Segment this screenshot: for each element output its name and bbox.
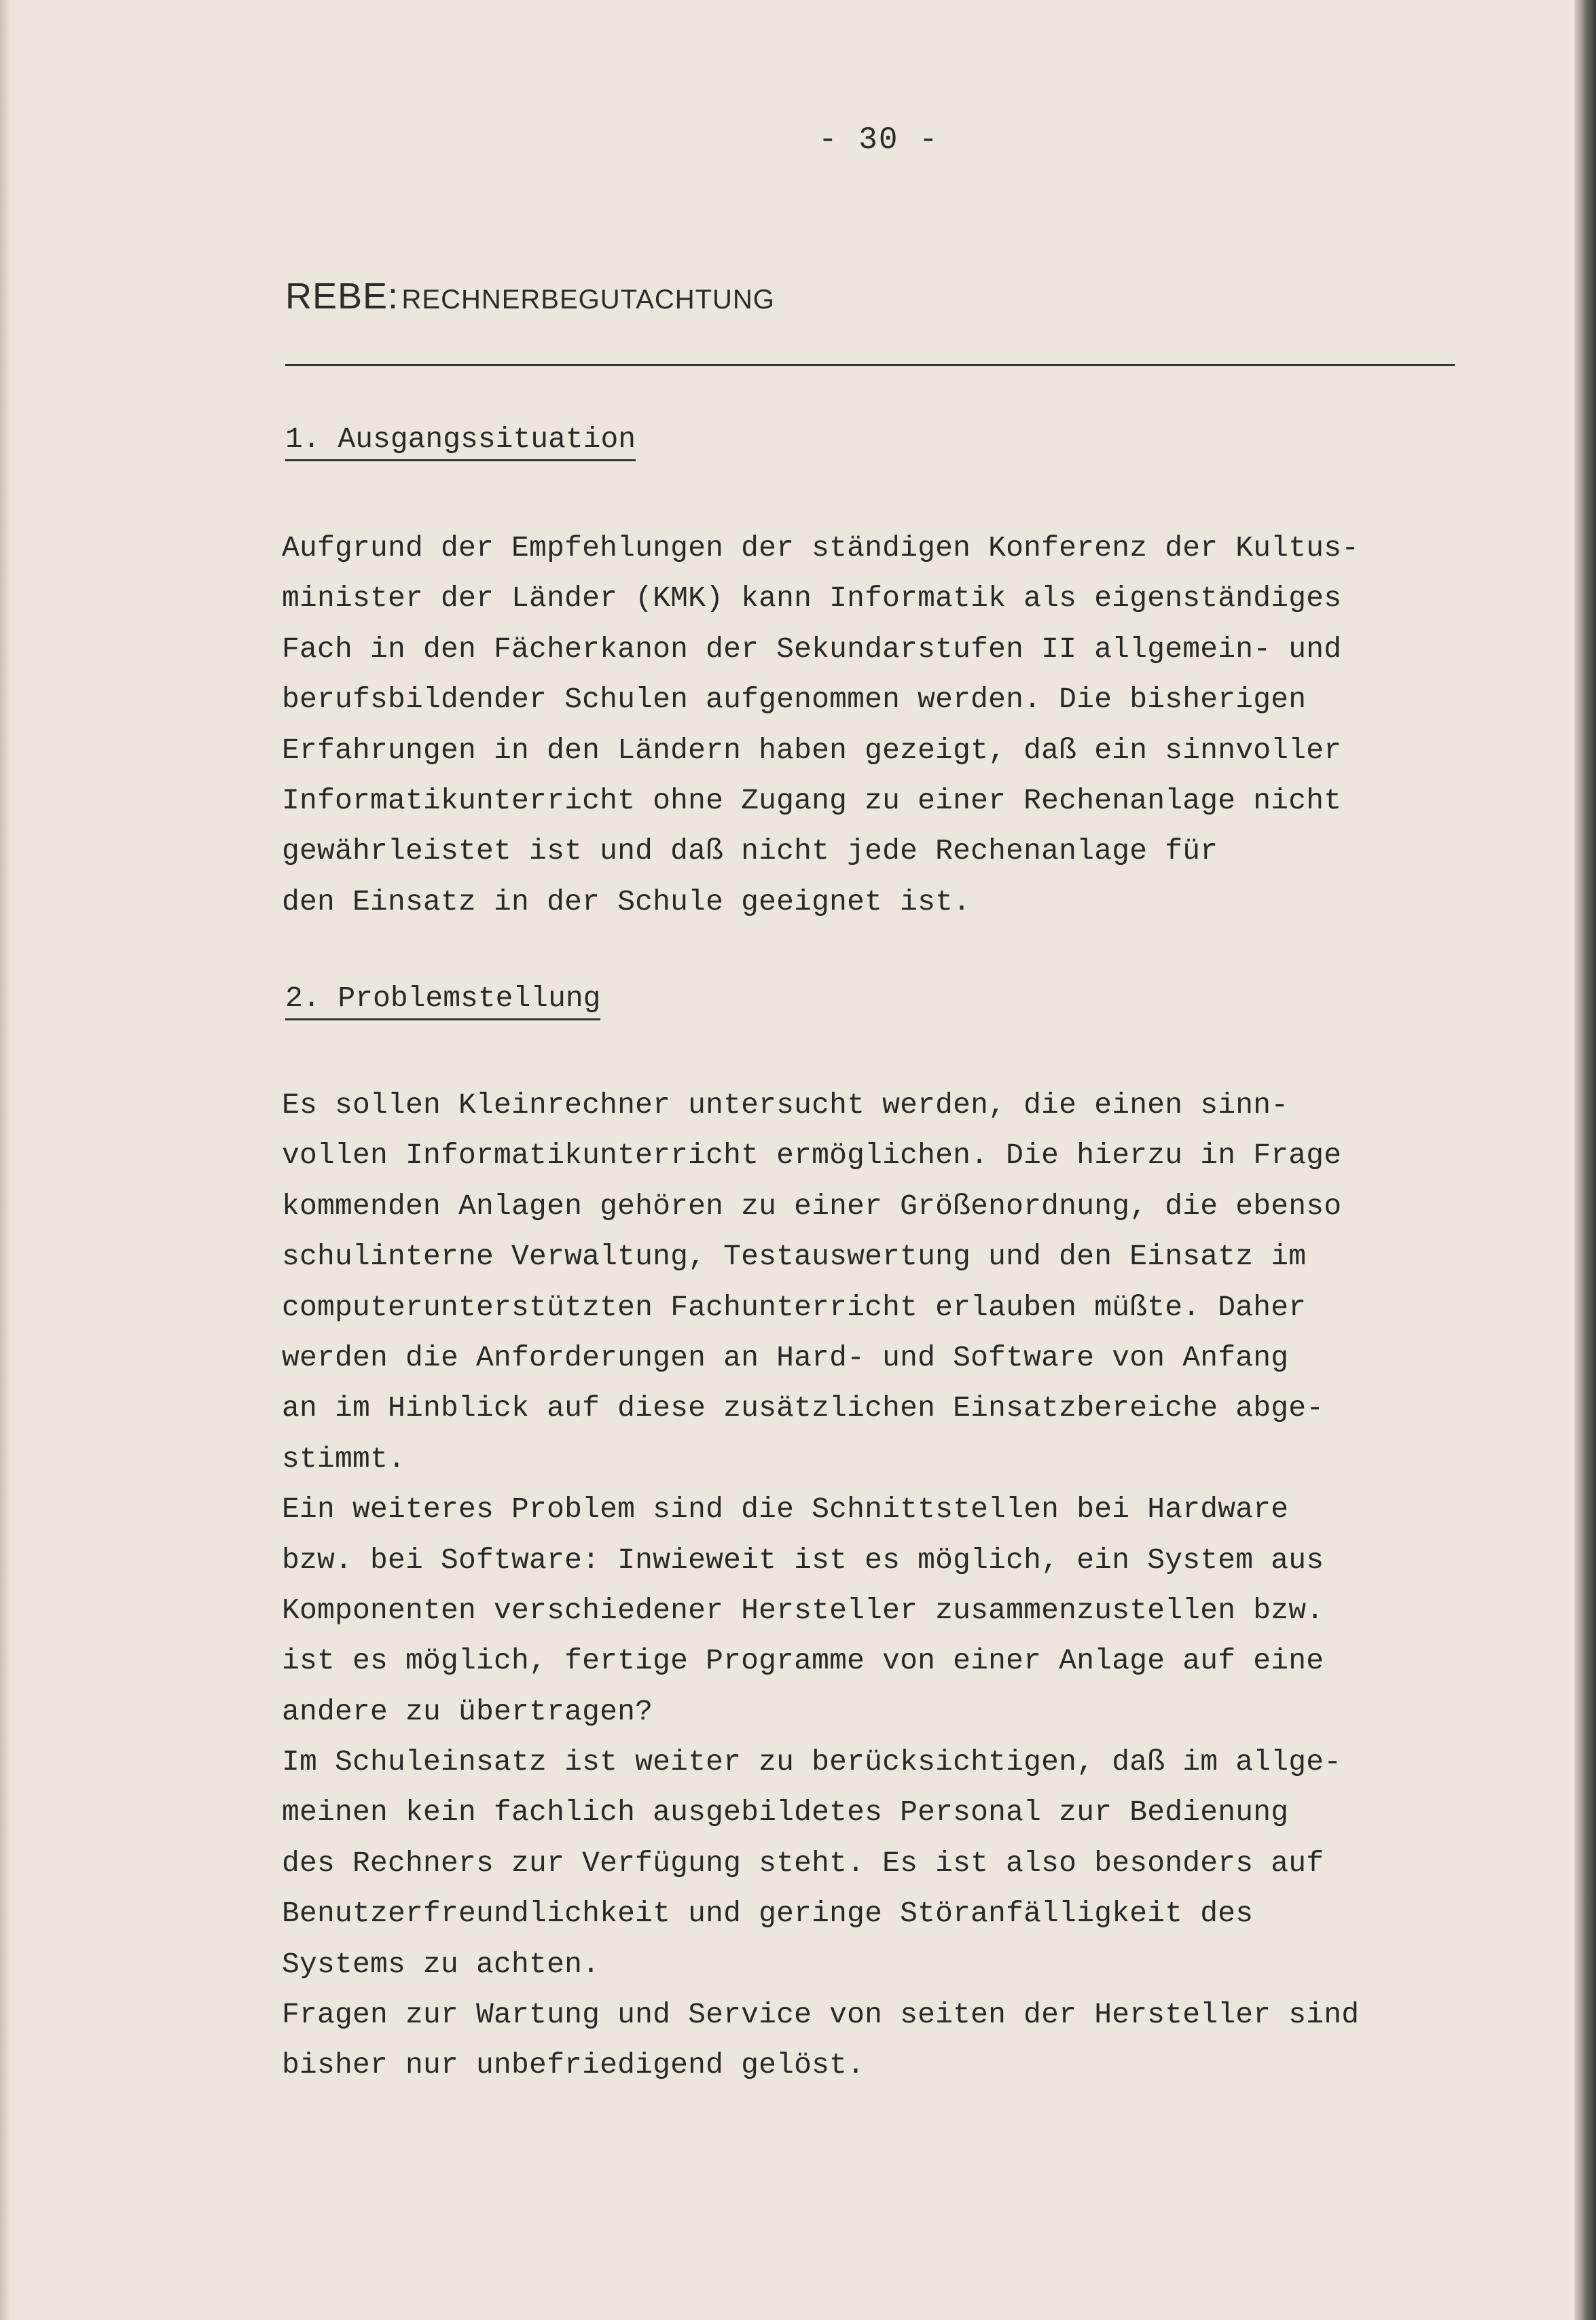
title-underline	[285, 364, 1455, 366]
title-abbreviation: REBE:	[285, 276, 399, 317]
text-line: ist es möglich, fertige Programme von einer Anlage auf eine	[282, 1644, 1324, 1678]
text-line: computerunterstützten Fachunterricht erlauben müßte. Daher	[282, 1290, 1307, 1324]
text-line: meinen kein fachlich ausgebildetes Personal zur Bedienung	[282, 1796, 1289, 1830]
document-title	[285, 275, 775, 317]
page-number: - 30 -	[818, 122, 939, 158]
title-full: RECHNERBEGUTACHTUNG	[401, 285, 775, 315]
text-line: stimmt.	[282, 1442, 406, 1476]
text-line: andere zu übertragen?	[282, 1694, 653, 1728]
text-line: Informatikunterricht ohne Zugang zu einer Rechenanlage nicht	[282, 783, 1342, 817]
text-line: Fragen zur Wartung und Service von seiten der Hersteller sind	[282, 1998, 1360, 2032]
section-heading-ausgangssituation: 1. Ausgangssituation	[285, 421, 636, 461]
section-heading-problemstellung: 2. Problemstellung	[285, 980, 600, 1020]
page-left-edge	[0, 0, 11, 2320]
text-line: Ein weiteres Problem sind die Schnittstellen bei Hardware	[282, 1493, 1289, 1527]
book-binding-edge	[1574, 0, 1596, 2320]
text-line: an im Hinblick auf diese zusätzlichen Einsatzbereiche abge-	[282, 1391, 1324, 1425]
paragraph-problemstellung	[282, 1080, 1525, 2091]
text-line: minister der Länder (KMK) kann Informatik als eigenständiges	[282, 582, 1342, 615]
text-line: Komponenten verschiedener Hersteller zusammenzustellen bzw.	[282, 1593, 1324, 1627]
text-line: vollen Informatikunterricht ermöglichen. Die hierzu in Frage	[282, 1139, 1342, 1173]
text-line: den Einsatz in der Schule geeignet ist.	[282, 885, 971, 918]
text-line: Benutzerfreundlichkeit und geringe Störanfälligkeit des	[282, 1897, 1254, 1931]
text-line: Systems zu achten.	[282, 1947, 600, 1981]
text-line: bisher nur unbefriedigend gelöst.	[282, 2048, 865, 2082]
text-line: Fach in den Fächerkanon der Sekundarstufen II allgemein- und	[282, 632, 1342, 666]
text-line: bzw. bei Software: Inwieweit ist es möglich, ein System aus	[282, 1543, 1324, 1577]
text-line: werden die Anforderungen an Hard- und Software von Anfang	[282, 1340, 1289, 1374]
text-line: berufsbildender Schulen aufgenommen werden. Die bisherigen	[282, 683, 1307, 717]
text-line: Im Schuleinsatz ist weiter zu berücksichtigen, daß im allge-	[282, 1745, 1342, 1779]
text-line: Es sollen Kleinrechner untersucht werden, die einen sinn-	[282, 1088, 1289, 1122]
text-line: kommenden Anlagen gehören zu einer Größenordnung, die ebenso	[282, 1189, 1342, 1223]
text-line: gewährleistet ist und daß nicht jede Rechenanlage für	[282, 834, 1218, 868]
text-line: des Rechners zur Verfügung steht. Es ist also besonders auf	[282, 1846, 1324, 1880]
text-line: schulinterne Verwaltung, Testauswertung und den Einsatz im	[282, 1240, 1307, 1274]
text-line: Erfahrungen in den Ländern haben gezeigt, daß ein sinnvoller	[282, 733, 1342, 767]
paragraph-ausgangssituation	[282, 523, 1525, 927]
text-line: Aufgrund der Empfehlungen der ständigen Konferenz der Kultus-	[282, 531, 1360, 565]
